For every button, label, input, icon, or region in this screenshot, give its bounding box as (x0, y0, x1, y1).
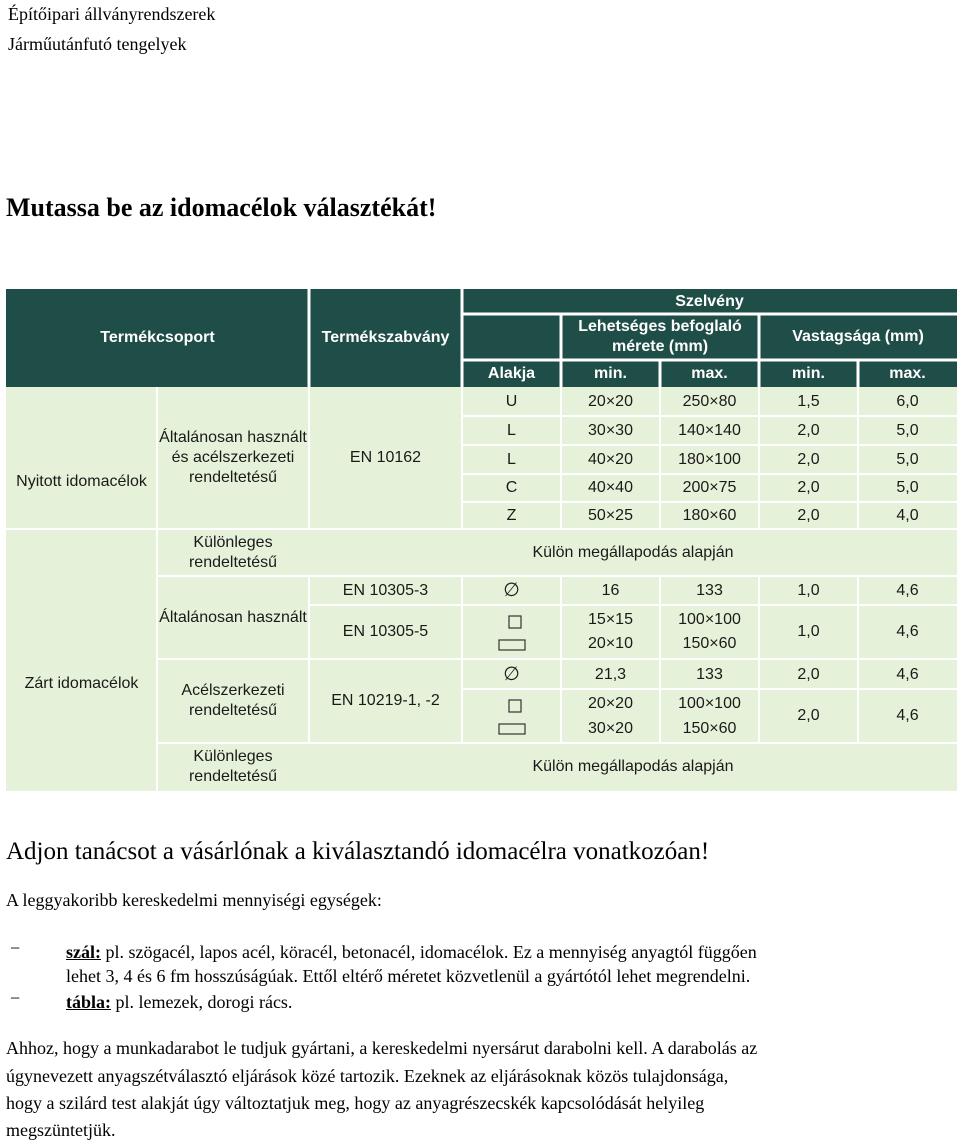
header-alakja: Alakja (487, 364, 536, 382)
header-max-1: max. (691, 364, 728, 382)
paragraph-line-2: úgynevezett anyagszétválasztó eljárások közé tartozik. Ezeknek az eljárásoknak közös tulajdonsága, (6, 1066, 729, 1086)
paragraph-line-4: megszüntetjük. (6, 1120, 116, 1140)
closed-r1-tmax: 4,6 (896, 581, 919, 599)
open-row-4-min: 40×40 (588, 479, 633, 496)
sub-altalanos: Általánosan használt (159, 608, 307, 626)
closed-r3-min: 21,3 (594, 666, 627, 683)
open-row-2-tmin: 2,0 (797, 421, 820, 439)
closed-r2-tmax: 4,6 (896, 623, 919, 640)
closed-r4-min-a: 20×20 (588, 695, 633, 712)
question-1: Mutassa be az idomacélok választékát! (6, 193, 437, 222)
bullet-2-text: pl. lemezek, dorogi rács. (111, 992, 293, 1012)
header-vastagsag: Vastagsága (mm) (792, 328, 924, 345)
group-nyitott: Nyitott idomacélok (16, 473, 147, 490)
closed-r2-min-b: 20×10 (588, 635, 633, 652)
closed-r1-max: 133 (696, 581, 723, 599)
sub-acelszerk: Acélszerkezeti rendeltetésű (181, 682, 285, 719)
std-en10219: EN 10219-1, -2 (331, 692, 440, 709)
open-row-5-tmin: 2,0 (797, 506, 820, 524)
bullet-1-label: szál: (66, 942, 101, 962)
closed-r4-min-b: 30×20 (588, 720, 633, 737)
std-en10305-3: EN 10305-3 (342, 581, 429, 599)
closed-r2-max-a: 100×100 (678, 611, 741, 628)
closed-r4-tmax: 4,6 (896, 707, 919, 724)
std-en10162: EN 10162 (349, 449, 422, 466)
units-intro: A leggyakoribb kereskedelmi mennyiségi egységek: (6, 890, 382, 910)
closed-r4-max-b: 150×60 (682, 720, 737, 737)
header-termekcsoport: Termékcsoport (100, 329, 215, 346)
open-row-3-tmax: 5,0 (896, 450, 919, 468)
bullet-2-label: tábla: (66, 992, 111, 1012)
open-row-2-shape: L (507, 421, 516, 439)
agreement-2: Külön megállapodás alapján (532, 758, 734, 775)
closed-r2-tmin: 1,0 (797, 623, 820, 640)
open-row-3-shape: L (507, 450, 516, 468)
header-line-1: Építőipari állványrendszerek (8, 4, 216, 24)
header-termekszabvany: Termékszabvány (321, 329, 450, 346)
closed-r2-min-a: 15×15 (588, 611, 633, 628)
header-befoglalo: Lehetséges befoglaló mérete (mm) (578, 318, 742, 355)
sub-kulonleges-2: Különleges rendeltetésű (188, 748, 278, 785)
std-en10305-5: EN 10305-5 (342, 623, 429, 640)
bullet-dash: − (10, 938, 21, 958)
open-row-1-tmin: 1,5 (797, 392, 820, 410)
open-row-1-tmax: 6,0 (896, 392, 919, 410)
closed-r3-max: 133 (696, 666, 723, 683)
bullet-1-line-2: lehet 3, 4 és 6 fm hosszúságúak. Ettől eltérő méretet közvetlenül a gyártótól lehet megrendelni. (66, 966, 751, 986)
open-row-4-shape: C (505, 479, 518, 496)
open-row-5-min: 50×25 (588, 506, 633, 524)
open-row-1-max: 250×80 (682, 392, 737, 410)
header-szelveny: Szelvény (675, 292, 744, 310)
question-2: Adjon tanácsot a vásárlónak a kiválasztandó idomacélra vonatkozóan! (6, 838, 710, 865)
open-row-4-tmin: 2,0 (797, 479, 820, 496)
agreement-1: Külön megállapodás alapján (532, 543, 734, 561)
closed-r1-tmin: 1,0 (797, 581, 820, 599)
header-max-2: max. (889, 364, 926, 382)
open-row-1-shape: U (505, 392, 518, 410)
circle-shape-icon: ∅ (503, 579, 520, 601)
closed-r3-tmin: 2,0 (797, 666, 820, 683)
open-row-5-tmax: 4,0 (896, 506, 919, 524)
open-row-5-shape: Z (506, 506, 517, 524)
bullet-2 (66, 988, 292, 1016)
header-min-2: min. (792, 364, 825, 382)
open-row-2-tmax: 5,0 (896, 421, 919, 439)
sub-kulonleges-1: Különleges rendeltetésű (188, 533, 278, 571)
group-zart: Zárt idomacélok (24, 675, 139, 692)
open-row-3-max: 180×100 (678, 450, 741, 468)
sub-altalanos-acel: Általánosan használt és acélszerkezeti rendeltetésű (159, 429, 307, 486)
bullet-dash: − (10, 988, 21, 1008)
open-row-2-max: 140×140 (678, 421, 741, 439)
profile-table (6, 289, 957, 791)
header-min-1: min. (594, 364, 627, 382)
closed-r3-tmax: 4,6 (896, 666, 919, 683)
open-row-4-max: 200×75 (682, 479, 737, 496)
circle-shape-icon: ∅ (503, 664, 520, 685)
open-row-4-tmax: 5,0 (896, 479, 919, 496)
open-row-3-tmin: 2,0 (797, 450, 820, 468)
open-row-5-max: 180×60 (682, 506, 737, 524)
paragraph-line-1: Ahhoz, hogy a munkadarabot le tudjuk gyártani, a kereskedelmi nyersárut darabolni kell. A darabolás az (6, 1038, 758, 1058)
open-row-3-min: 40×20 (588, 450, 633, 468)
open-row-2-min: 30×30 (588, 421, 633, 439)
bullet-1-text: pl. szögacél, lapos acél, köracél, betonacél, idomacélok. Ez a mennyiség anyagtól függően (101, 942, 757, 962)
paragraph-line-3: hogy a szilárd test alakját úgy változtatjuk meg, hogy az anyagrészecskék kapcsolódását helyileg (6, 1093, 705, 1113)
closed-r1-min: 16 (601, 581, 620, 599)
closed-r4-tmin: 2,0 (797, 707, 820, 724)
header-line-2: Járműutánfutó tengelyek (8, 34, 187, 54)
closed-r4-max-a: 100×100 (678, 695, 741, 712)
open-row-1-min: 20×20 (588, 392, 633, 410)
closed-r2-max-b: 150×60 (682, 635, 737, 652)
